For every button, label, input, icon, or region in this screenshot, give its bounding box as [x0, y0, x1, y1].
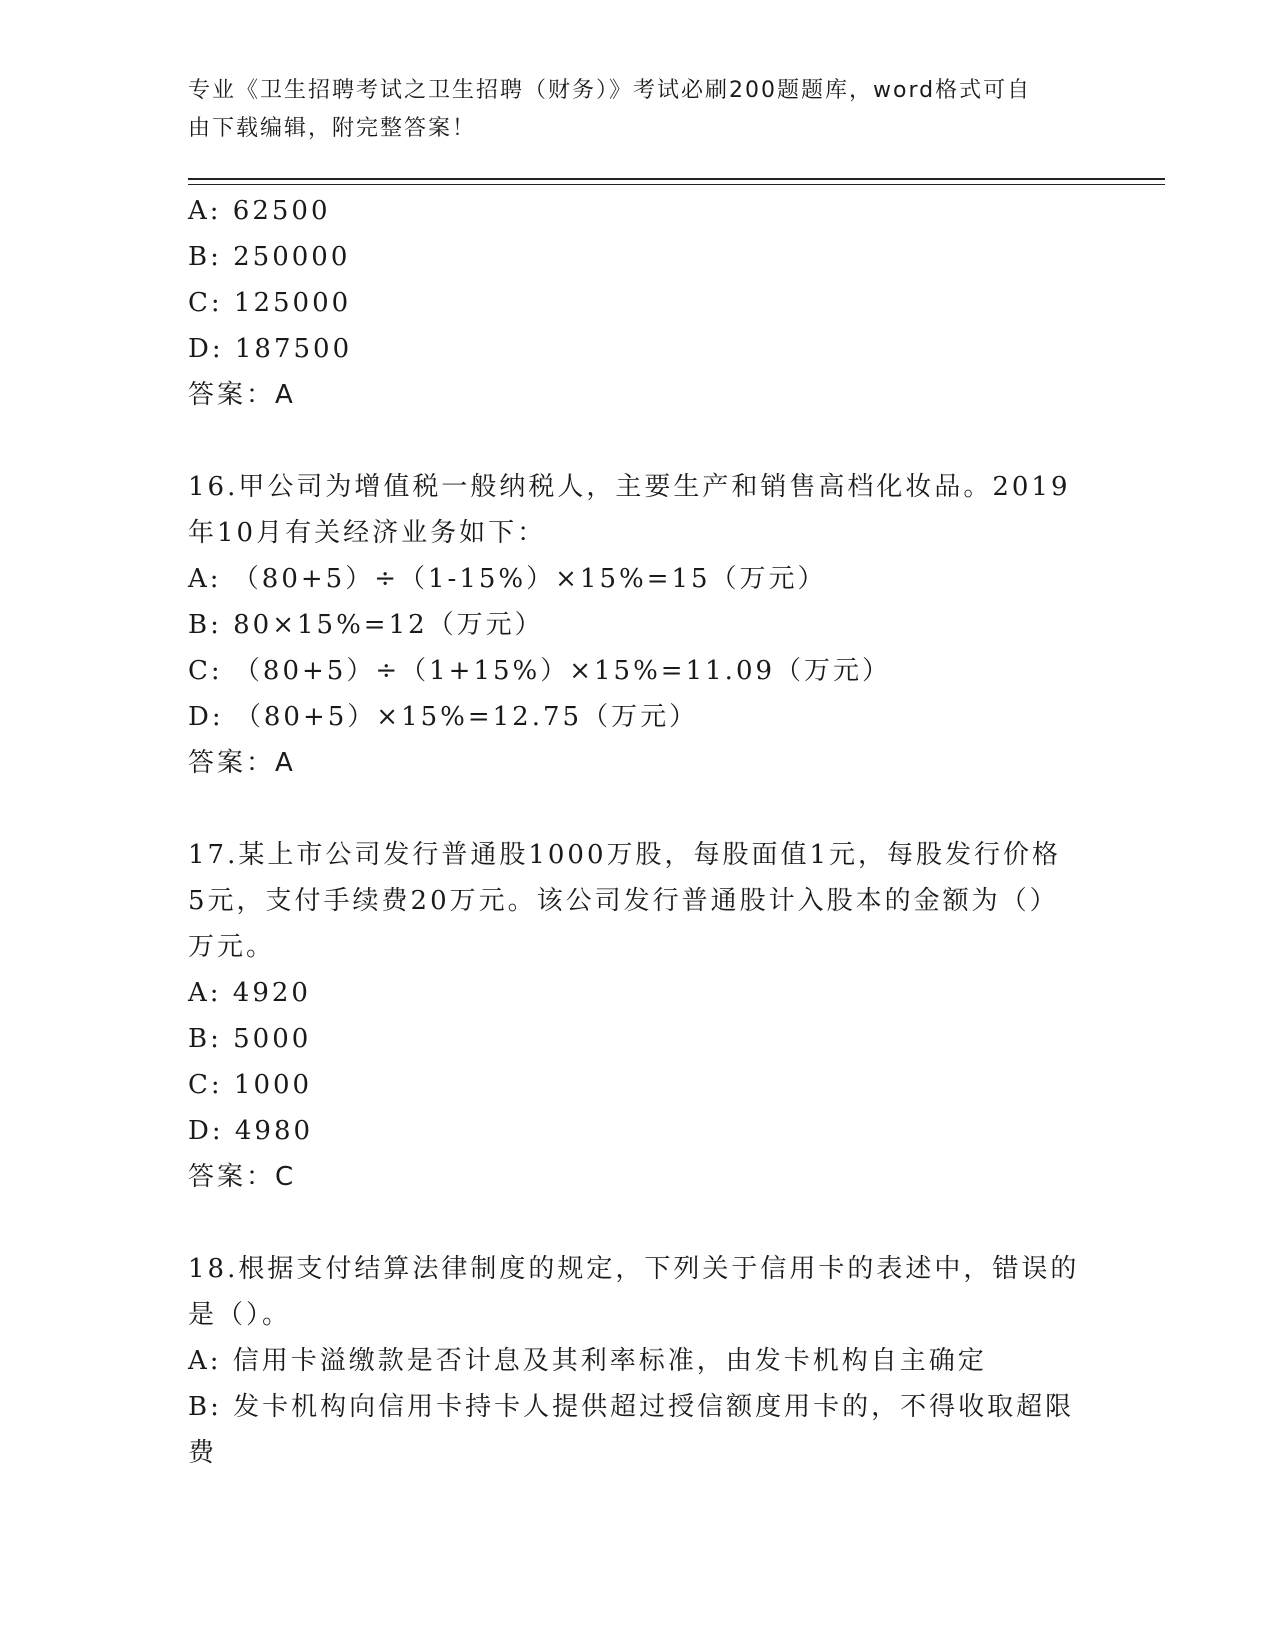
q15-option-c: C: 125000 [188, 288, 352, 318]
q18-option-a: A: 信用卡溢缴款是否计息及其利率标准，由发卡机构自主确定 [188, 1346, 987, 1376]
q15-option-a: A: 62500 [188, 196, 331, 226]
header-divider-thick [188, 178, 1165, 180]
q17-option-c: C: 1000 [188, 1070, 313, 1100]
question-content [188, 188, 1088, 1476]
q18-option-b-continued: 费 [188, 1438, 218, 1468]
q17-option-a: A: 4920 [188, 978, 311, 1008]
q15-option-d: D: 187500 [188, 334, 353, 364]
q17-stem-line-3: 万元。 [188, 932, 276, 962]
q15-answer: 答案：A [188, 380, 296, 410]
header-divider-thin [188, 184, 1165, 185]
q16-option-b: B: 80×15%=12（万元） [188, 610, 544, 640]
spacer [188, 786, 1088, 832]
q15-option-b: B: 250000 [188, 242, 351, 272]
spacer [188, 1200, 1088, 1246]
q17-stem-line-2: 5元，支付手续费20万元。该公司发行普通股计入股本的金额为（） [188, 886, 1059, 916]
q17-option-b: B: 5000 [188, 1024, 312, 1054]
question-15-block [188, 188, 1088, 418]
q16-option-c: C: （80+5）÷（1+15%）×15%=11.09（万元） [188, 656, 892, 686]
document-header [188, 72, 1068, 148]
question-16-block [188, 464, 1088, 786]
question-17-block [188, 832, 1088, 1200]
q16-stem-line-2: 年10月有关经济业务如下： [188, 518, 547, 548]
q16-stem-line-1: 16.甲公司为增值税一般纳税人，主要生产和销售高档化妆品。2019 [188, 472, 1071, 502]
spacer [188, 418, 1088, 464]
q16-answer: 答案：A [188, 748, 296, 778]
header-line-2: 由下载编辑，附完整答案！ [188, 116, 477, 141]
q17-answer: 答案：C [188, 1162, 297, 1192]
q18-stem-line-1: 18.根据支付结算法律制度的规定，下列关于信用卡的表述中，错误的 [188, 1254, 1080, 1284]
q17-option-d: D: 4980 [188, 1116, 314, 1146]
q18-option-b: B: 发卡机构向信用卡持卡人提供超过授信额度用卡的，不得收取超限 [188, 1392, 1075, 1422]
q16-option-a: A: （80+5）÷（1-15%）×15%=15（万元） [188, 564, 827, 594]
question-18-block [188, 1246, 1088, 1476]
q18-stem-line-2: 是（）。 [188, 1300, 292, 1330]
q17-stem-line-1: 17.某上市公司发行普通股1000万股，每股面值1元，每股发行价格 [188, 840, 1062, 870]
q16-option-d: D: （80+5）×15%=12.75（万元） [188, 702, 699, 732]
header-line-1: 专业《卫生招聘考试之卫生招聘（财务）》考试必刷200题题库，word格式可自 [188, 78, 1032, 103]
